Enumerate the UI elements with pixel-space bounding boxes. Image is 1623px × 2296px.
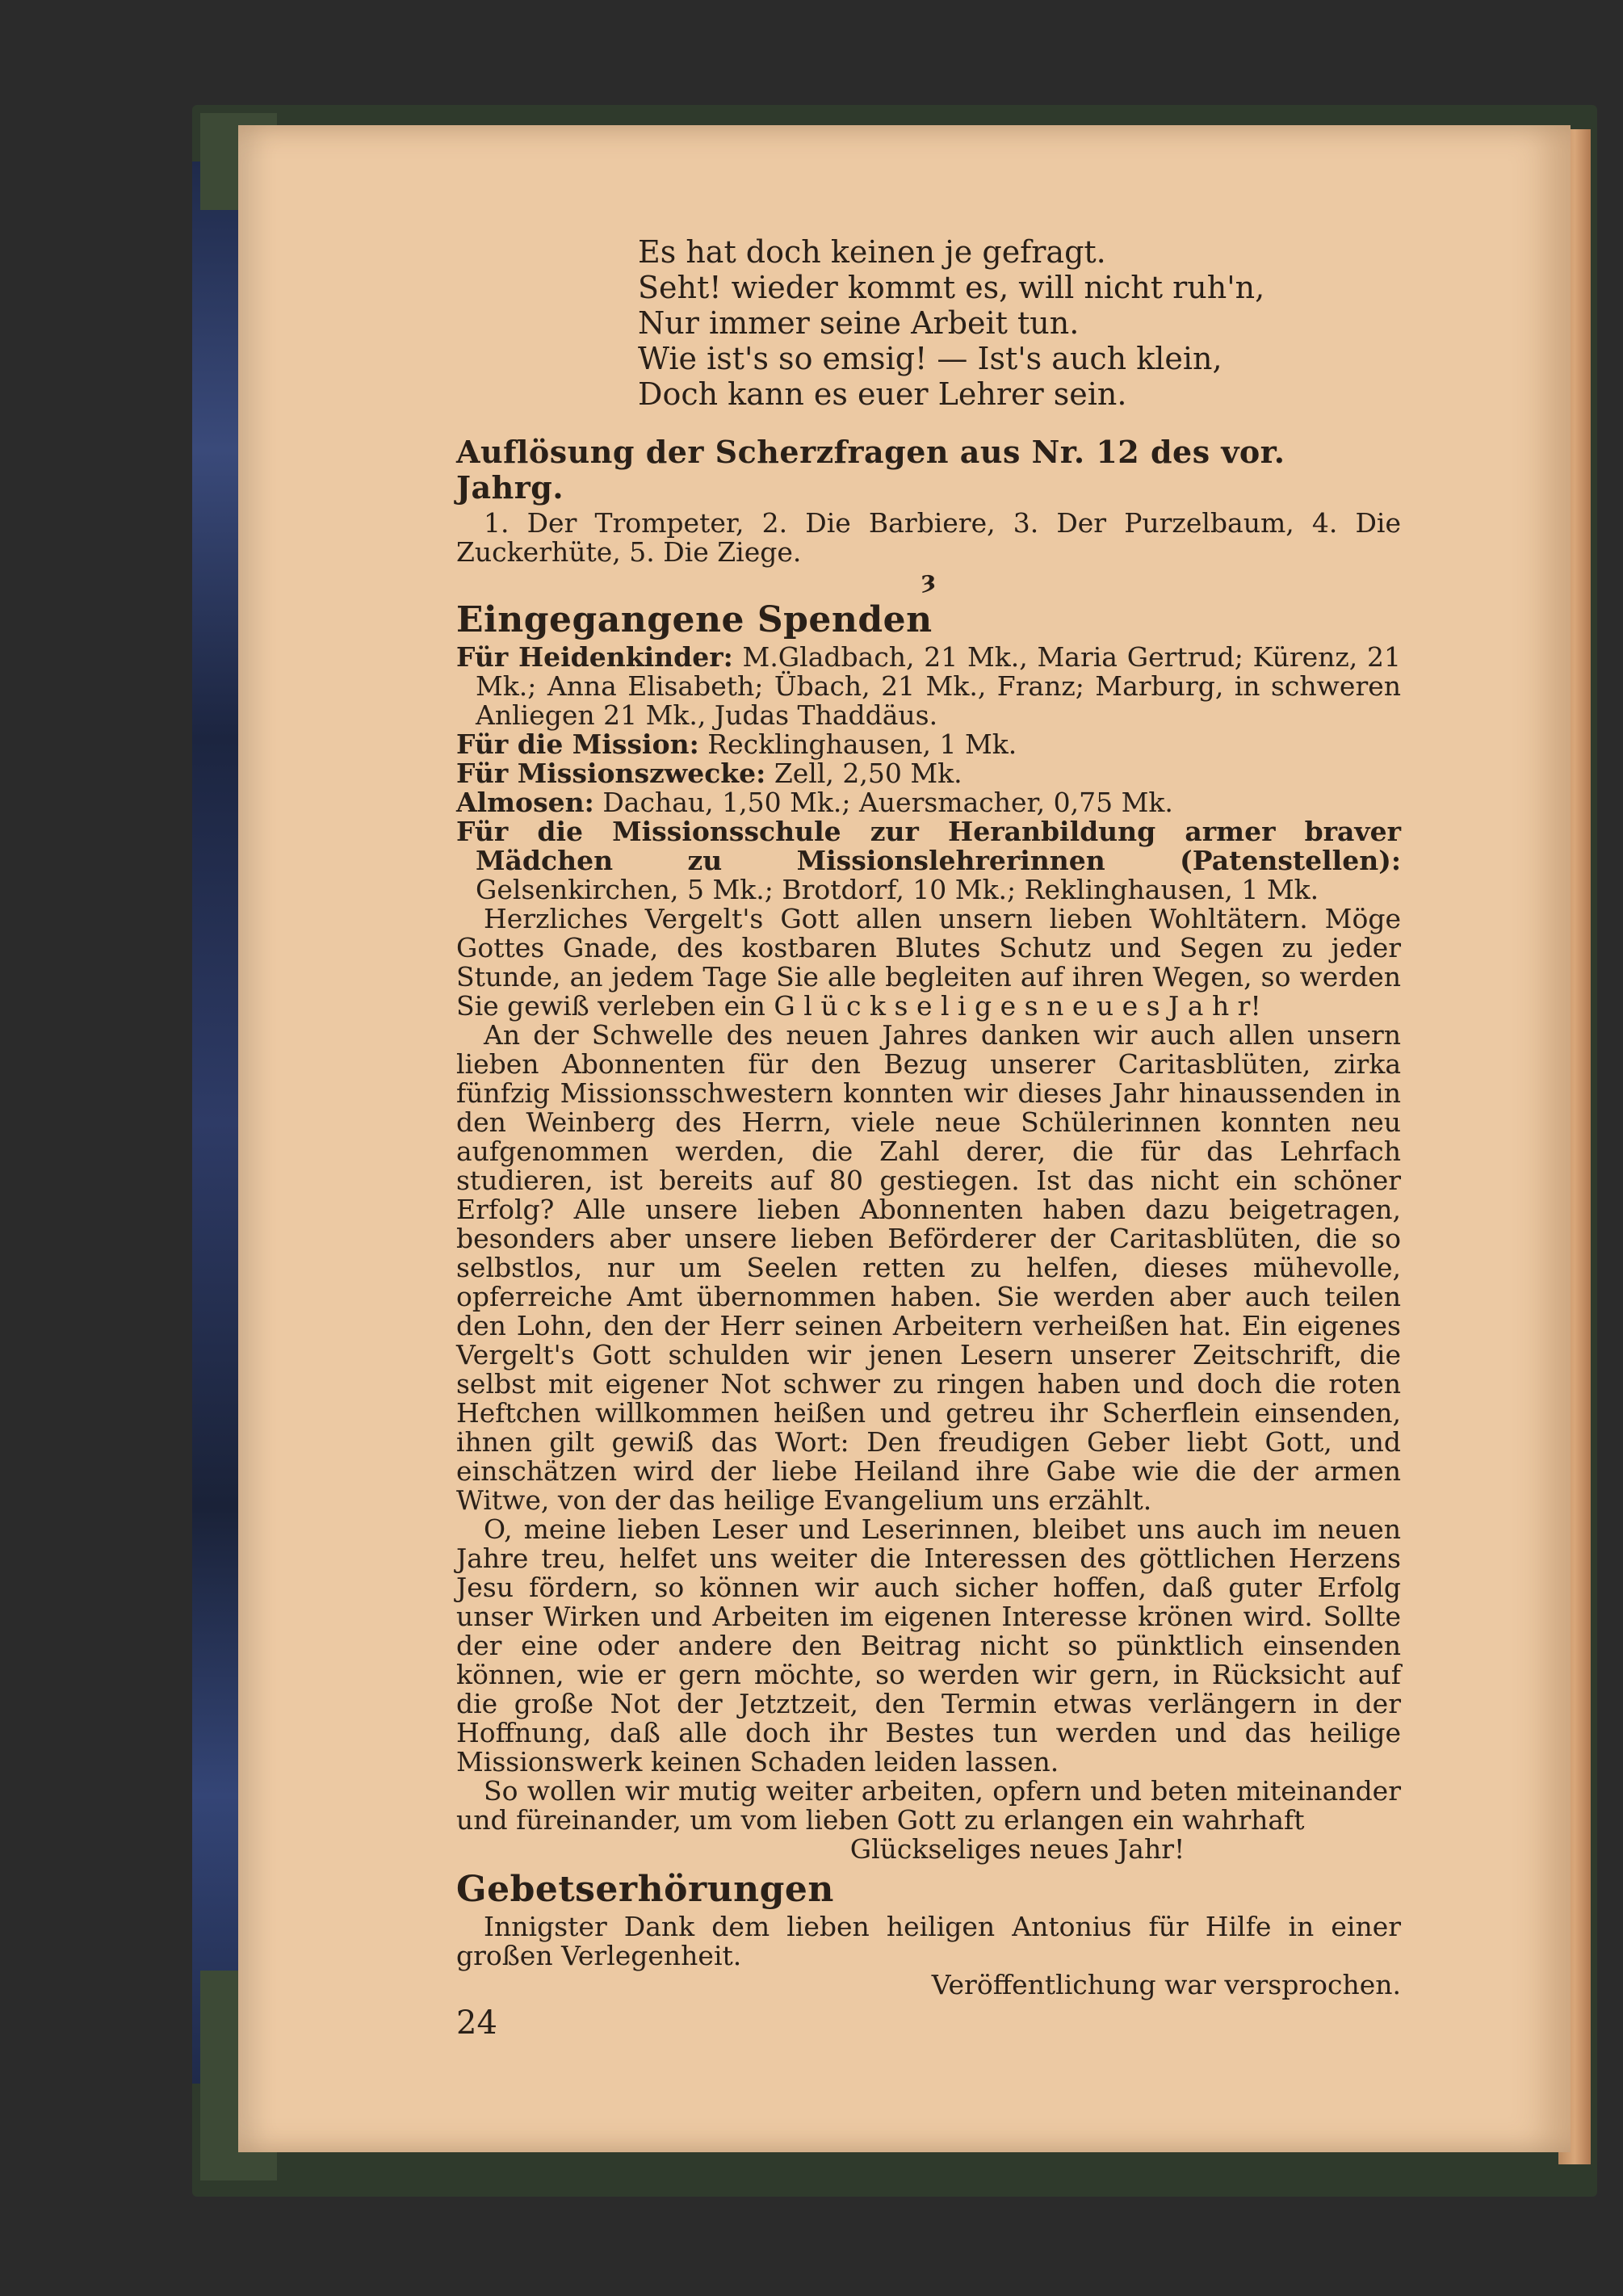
poem-line: Nur immer seine Arbeit tun. bbox=[638, 305, 1080, 341]
spenden-text: Gelsenkirchen, 5 Mk.; Brotdorf, 10 Mk.; Reklinghausen, 1 Mk. bbox=[476, 874, 1319, 905]
spenden-text: Dachau, 1,50 Mk.; Auersmacher, 0,75 Mk. bbox=[602, 787, 1173, 818]
poem-line: Doch kann es euer Lehrer sein. bbox=[638, 376, 1127, 412]
spenden-label: Für die Missionsschule zur Heranbildung armer braver Mädchen zu Missionslehrerinnen (Patenstellen): bbox=[456, 816, 1401, 876]
paragraph: Herzliches Vergelt's Gott allen unsern lieben Wohltätern. Möge Gottes Gnade, des kostbaren Blutes Schutz und Segen zu jeder Stunde, an jedem Tage Sie alle begleiten auf ihren Wegen, so werden Sie gewiß verleben ein G l ü c k s e l i g e s n e u e s J a h r! bbox=[456, 903, 1401, 1022]
spenden-entry bbox=[456, 730, 1401, 759]
scherzfragen-answers: 1. Der Trompeter, 2. Die Barbiere, 3. Der Purzelbaum, 4. Die Zuckerhüte, 5. Die Ziege. bbox=[456, 507, 1401, 568]
poem-line: Seht! wieder kommt es, will nicht ruh'n, bbox=[638, 270, 1265, 305]
paragraph: O, meine lieben Leser und Leserinnen, bleibet uns auch im neuen Jahre treu, helfet uns weiter die Interessen des göttlichen Herzens Jesu fördern, so können wir auch sicher hoffen, daß guter Erfolg unser Wirken und Arbeiten im eigenen Interesse krönen wird. Sollte der eine oder andere den Beitrag nicht so pünktlich einsenden können, wie er gern möchte, so werden wir gern, in Rücksicht auf die große Not der Jetztzeit, den Termin etwas verlängern in der Hoffnung, daß alle doch ihr Bestes tun werden und das heilige Missionswerk keinen Schaden leiden lassen. bbox=[456, 1513, 1401, 1778]
gebet-text: Innigster Dank dem lieben heiligen Antonius für Hilfe in einer großen Verlegenheit. bbox=[456, 1911, 1401, 1971]
gebet-heading: Gebetserhörungen bbox=[456, 1869, 834, 1910]
spenden-text: Recklinghausen, 1 Mk. bbox=[707, 728, 1017, 760]
spenden-entry bbox=[456, 759, 1401, 788]
paragraph: So wollen wir mutig weiter arbeiten, opfern und beten miteinander und füreinander, um vom lieben Gott zu erlangen ein wahrhaft bbox=[456, 1775, 1401, 1836]
closing-line: Glückseliges neues Jahr! bbox=[849, 1833, 1185, 1865]
poem bbox=[456, 234, 1401, 412]
page-number: 24 bbox=[456, 2004, 497, 2042]
spenden-label: Almosen: bbox=[456, 787, 594, 818]
spenden-text: Zell, 2,50 Mk. bbox=[774, 758, 962, 789]
page-text bbox=[456, 234, 1401, 2042]
spenden-entry bbox=[456, 643, 1401, 730]
spenden-label: Für die Mission: bbox=[456, 728, 699, 760]
spenden-entry bbox=[456, 817, 1401, 905]
spenden-label: Für Heidenkinder: bbox=[456, 641, 733, 673]
gebet-note: Veröffentlichung war versprochen. bbox=[931, 1969, 1401, 2000]
poem-line: Es hat doch keinen je gefragt. bbox=[638, 234, 1106, 270]
scherzfragen-heading: Auflösung der Scherzfragen aus Nr. 12 des vor. Jahrg. bbox=[456, 434, 1285, 506]
spenden-label: Für Missionszwecke: bbox=[456, 758, 766, 789]
spenden-heading: Eingegangene Spenden bbox=[456, 599, 933, 640]
spenden-text: M.Gladbach, 21 Mk., Maria Gertrud; Kürenz, 21 Mk.; Anna Elisabeth; Übach, 21 Mk., Franz; Marburg, in schweren Anliegen 21 Mk., Judas Thaddäus. bbox=[476, 641, 1402, 731]
paragraph: An der Schwelle des neuen Jahres danken wir auch allen unsern lieben Abonnenten für den Bezug unserer Caritasblüten, zirka fünfzig Missionsschwestern konnten wir dieses Jahr hinaussenden in den Weinberg des Herrn, viele neue Schülerinnen konnten neu aufgenommen werden, die Zahl derer, die für das Lehrfach studieren, ist bereits auf 80 gestiegen. Ist das nicht ein schöner Erfolg? Alle unsere lieben Abonnenten haben dazu beigetragen, besonders aber unsere lieben Beförderer der Caritasblüten, die so selbstlos, nur um Seelen retten zu helfen, dieses mühevolle, opferreiche Amt übernommen haben. Sie werden aber auch teilen den Lohn, den der Herr seinen Arbeitern verheißen hat. Ein eigenes Vergelt's Gott schulden wir jenen Lesern unserer Zeitschrift, die selbst mit eigener Not schwer zu ringen haben und doch die roten Heftchen willkommen heißen und getreu ihr Scherflein einsenden, ihnen gilt gewiß das Wort: Den freudigen Geber liebt Gott, und einschätzen wird der liebe Heiland ihre Gabe wie die der armen Witwe, von der das heilige Evangelium uns erzählt. bbox=[456, 1019, 1401, 1516]
spenden-entry bbox=[456, 788, 1401, 817]
poem-line: Wie ist's so emsig! — Ist's auch klein, bbox=[638, 341, 1222, 376]
ornament-icon: ȝ bbox=[921, 566, 937, 594]
